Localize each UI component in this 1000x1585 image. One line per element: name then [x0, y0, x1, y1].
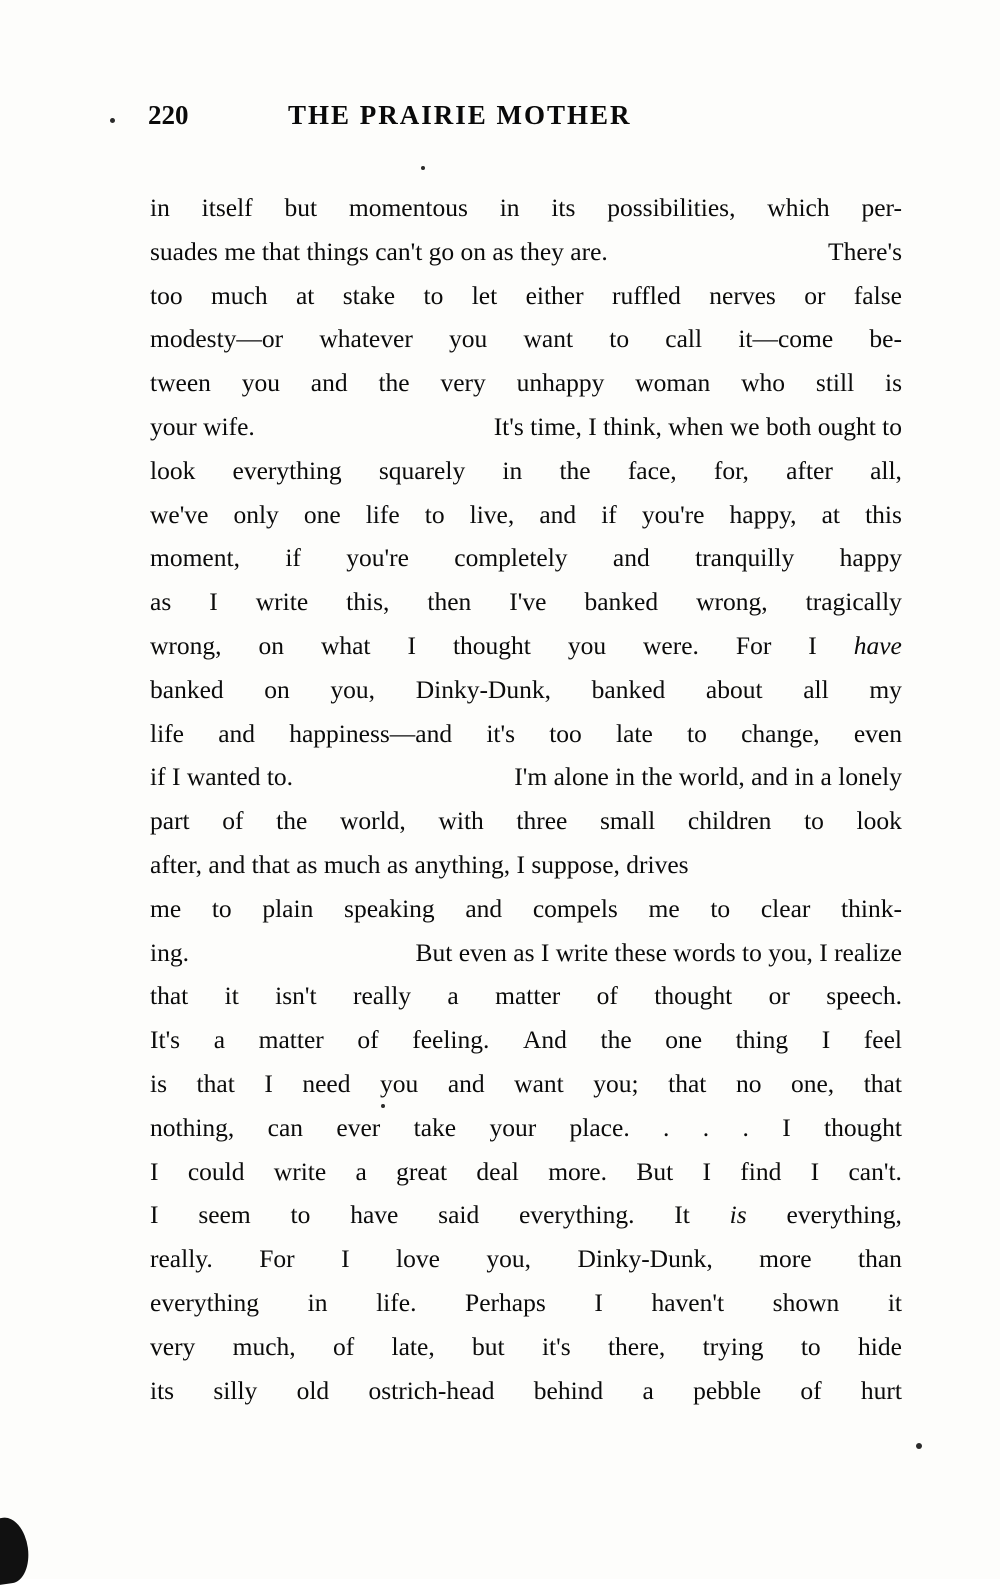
- text-line: look everything squarely in the face, for, after all,: [150, 455, 902, 485]
- text-line: modesty—or whatever you want to call it—come be-: [150, 324, 902, 354]
- text-line: suades me that things can't go on as they are. There's: [150, 236, 902, 266]
- text-line: after, and that as much as anything, I suppose, drives: [150, 849, 689, 879]
- running-title: THE PRAIRIE MOTHER: [288, 100, 632, 130]
- ink-speck: [421, 166, 425, 170]
- text-line: that it isn't really a matter of thought or speech.: [150, 981, 902, 1011]
- page-number: 220: [148, 100, 189, 130]
- text-line: part of the world, with three small children to look: [150, 806, 902, 836]
- text-line: everything in life. Perhaps I haven't shown it: [150, 1287, 902, 1317]
- text-line: me to plain speaking and compels me to clear think-: [150, 893, 902, 923]
- text-line: It's a matter of feeling. And the one thing I feel: [150, 1025, 902, 1055]
- page-header: [148, 100, 852, 131]
- text-line: in itself but momentous in its possibilities, which per-: [150, 193, 902, 222]
- text-line: life and happiness—and it's too late to change, even: [150, 718, 902, 748]
- text-line: if I wanted to. I'm alone in the world, and in a lonely: [150, 762, 902, 792]
- text-line: moment, if you're completely and tranquilly happy: [150, 543, 902, 573]
- paragraph: [150, 186, 902, 1412]
- text-line: is that I need you and want you; that no one, that: [150, 1068, 902, 1098]
- text-line: its silly old ostrich-head behind a pebble of hurt: [150, 1375, 902, 1405]
- ink-speck: [110, 118, 115, 123]
- text-line: really. For I love you, Dinky-Dunk, more than: [150, 1244, 902, 1274]
- text-line: your wife. It's time, I think, when we both ought to: [150, 411, 902, 441]
- text-line: tween you and the very unhappy woman who still is: [150, 368, 902, 398]
- body-text: [150, 186, 902, 1412]
- text-line: wrong, on what I thought you were. For I have: [150, 630, 902, 660]
- page-edge-artifact: [0, 1515, 32, 1585]
- text-line: ing. But even as I write these words to you, I realize: [150, 937, 902, 967]
- text-line: as I write this, then I've banked wrong, tragically: [150, 587, 902, 617]
- text-line: we've only one life to live, and if you're happy, at this: [150, 499, 902, 529]
- text-line: nothing, can ever take your place. . . . I thought: [150, 1112, 902, 1142]
- ink-speck: [916, 1443, 922, 1449]
- text-line: I could write a great deal more. But I find I can't.: [150, 1156, 902, 1186]
- text-line: too much at stake to let either ruffled nerves or false: [150, 280, 902, 310]
- text-line: banked on you, Dinky-Dunk, banked about all my: [150, 674, 902, 704]
- text-line: very much, of late, but it's there, trying to hide: [150, 1331, 902, 1361]
- text-line: I seem to have said everything. It is everything,: [150, 1200, 902, 1230]
